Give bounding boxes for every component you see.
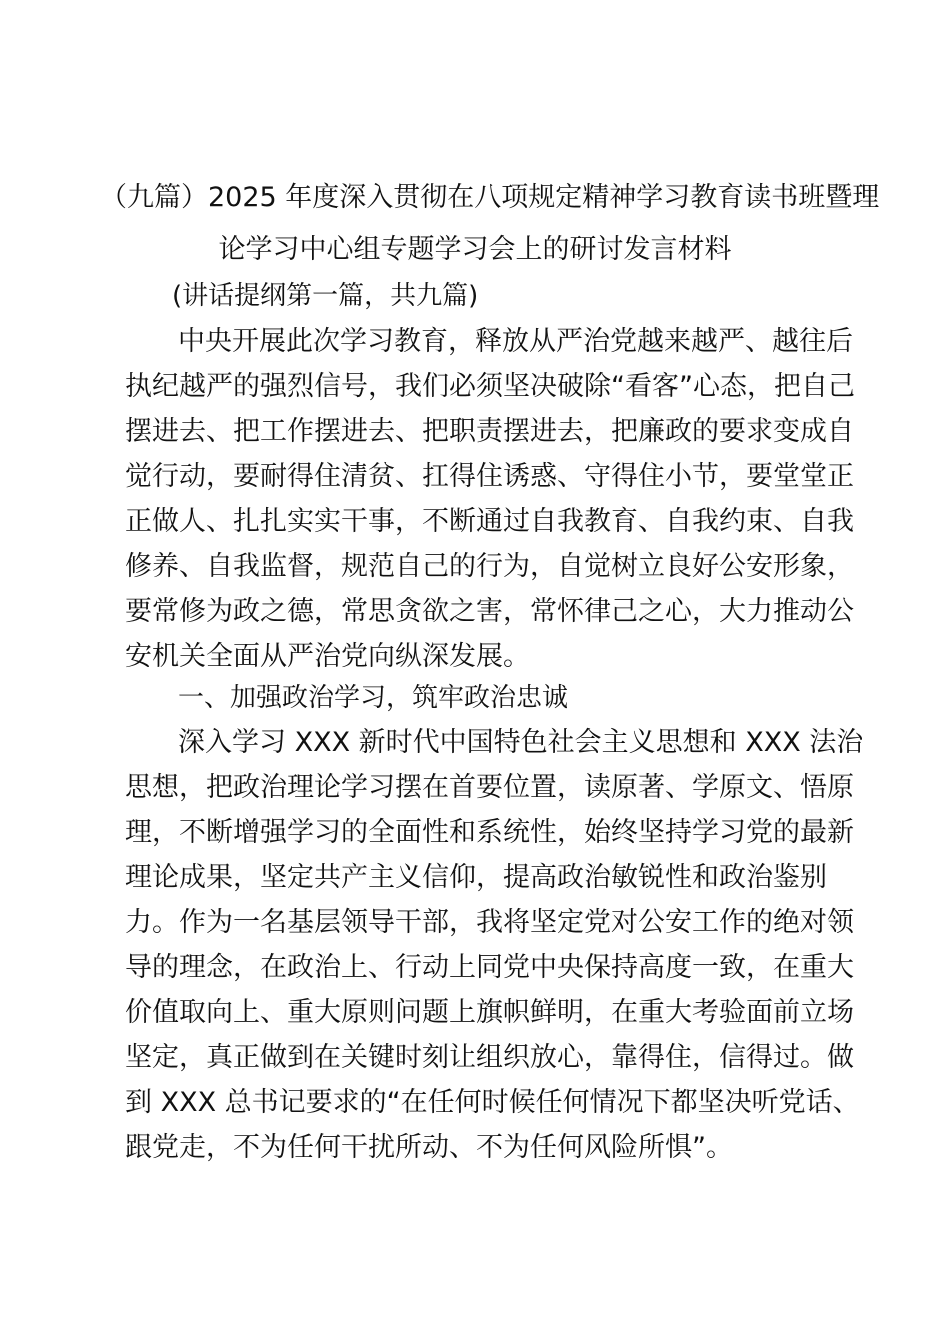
paragraph-line: 理论成果，坚定共产主义信仰，提高政治敏锐性和政治鉴别 — [125, 862, 827, 893]
paragraph-line: 要常修为政之德，常思贪欲之害，常怀律己之心，大力推动公 — [125, 596, 854, 627]
document-title-line-2: 论学习中心组专题学习会上的研讨发言材料 — [218, 234, 732, 265]
paragraph-line: 思想，把政治理论学习摆在首要位置，读原著、学原文、悟原 — [125, 772, 854, 803]
paragraph-line: 坚定，真正做到在关键时刻让组织放心，靠得住，信得过。做 — [125, 1042, 854, 1073]
paragraph-line: 深入学习 XXX 新时代中国特色社会主义思想和 XXX 法治 — [178, 727, 864, 758]
paragraph-line: 到 XXX 总书记要求的“在任何时候任何情况下都坚决听党话、 — [125, 1087, 860, 1118]
paragraph-line: 正做人、扎扎实实干事，不断通过自我教育、自我约束、自我 — [125, 506, 854, 537]
paragraph-line: 导的理念，在政治上、行动上同党中央保持高度一致，在重大 — [125, 952, 854, 983]
paragraph-line: 觉行动，要耐得住清贫、扛得住诱惑、守得住小节，要堂堂正 — [125, 461, 854, 492]
section-heading: 一、加强政治学习，筑牢政治忠诚 — [178, 683, 569, 713]
paragraph-line: 摆进去、把工作摆进去、把职责摆进去，把廉政的要求变成自 — [125, 416, 854, 447]
document-title-line-1: （九篇）2025 年度深入贯彻在八项规定精神学习教育读书班暨理 — [100, 182, 880, 213]
paragraph-line: 力。作为一名基层领导干部，我将坚定党对公安工作的绝对领 — [125, 907, 854, 938]
paragraph-line: 修养、自我监督，规范自己的行为，自觉树立良好公安形象， — [125, 551, 854, 582]
paragraph-line: 执纪越严的强烈信号，我们必须坚决破除“看客”心态，把自己 — [125, 371, 855, 402]
paragraph-line: 价值取向上、重大原则问题上旗帜鲜明，在重大考验面前立场 — [125, 997, 854, 1028]
paragraph-line: 中央开展此次学习教育，释放从严治党越来越严、越往后 — [178, 326, 853, 357]
paragraph-line: 理，不断增强学习的全面性和系统性，始终坚持学习党的最新 — [125, 817, 854, 848]
paragraph-line: 跟党走，不为任何干扰所动、不为任何风险所惧”。 — [125, 1132, 733, 1163]
paragraph-section-1 — [125, 720, 864, 1170]
paragraph-intro — [125, 319, 855, 679]
document-subtitle: (讲话提纲第一篇，共九篇) — [172, 281, 479, 311]
paragraph-line: 安机关全面从严治党向纵深发展。 — [125, 641, 530, 672]
